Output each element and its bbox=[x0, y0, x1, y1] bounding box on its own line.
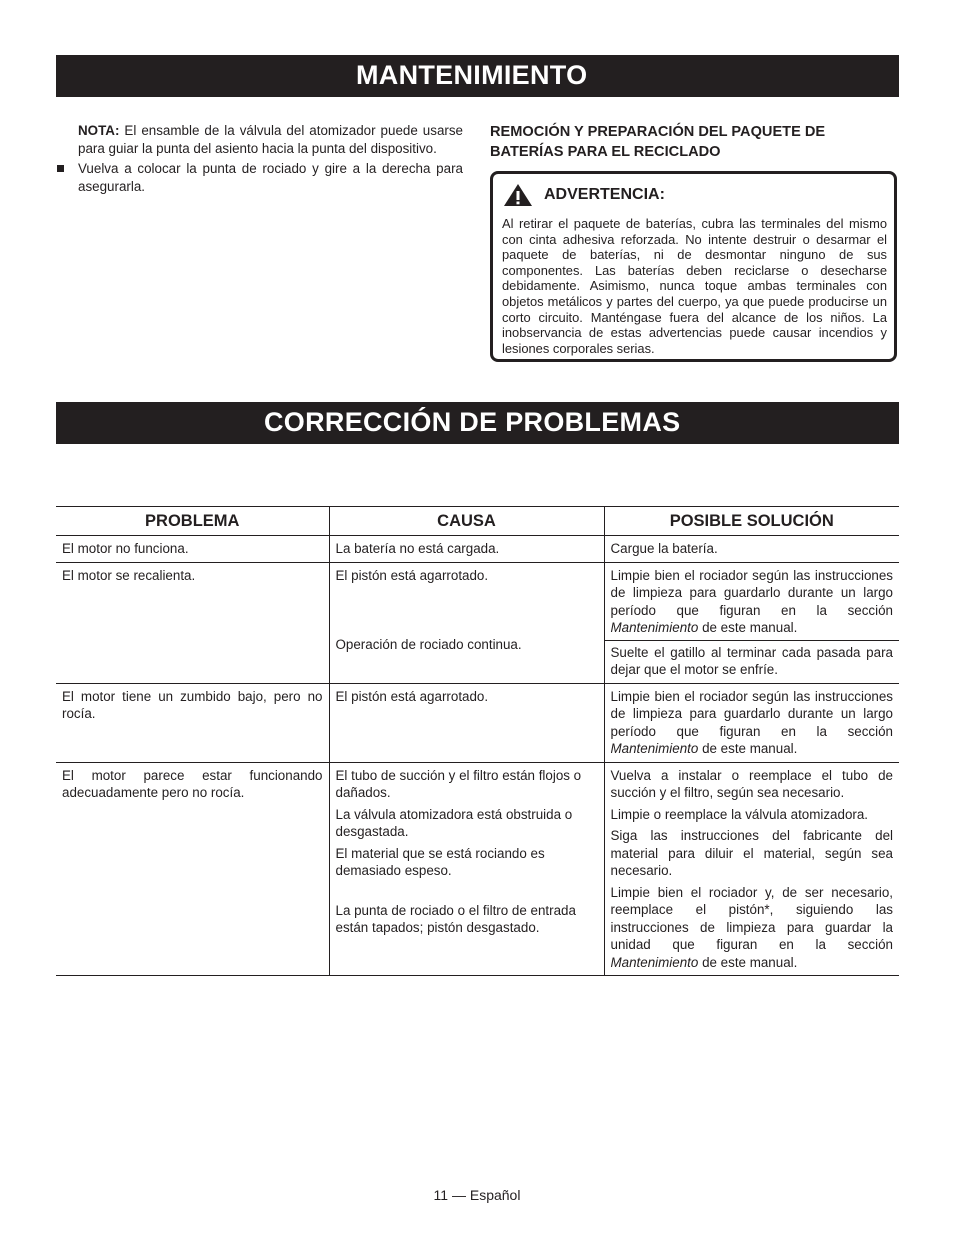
solution-text-part: Limpie bien el rociador según las instrucciones de limpieza para guardarlo durante un largo período que figuran en la sección bbox=[610, 688, 893, 739]
header-solution: POSIBLE SOLUCIÓN bbox=[604, 507, 899, 536]
maintenance-title: MANTENIMIENTO bbox=[356, 60, 588, 90]
solution-cell bbox=[604, 536, 899, 563]
solution-text: Limpie o reemplace la válvula atomizadora. bbox=[610, 806, 869, 822]
solution-reference-emphasis: Mantenimiento bbox=[610, 954, 699, 970]
bullet-text: Vuelva a colocar la punta de rociado y gire a la derecha para asegurarla. bbox=[78, 161, 463, 194]
solution-text bbox=[611, 567, 894, 637]
solution-cell bbox=[604, 762, 899, 976]
troubleshooting-table bbox=[56, 506, 899, 976]
solution-text: Suelte el gatillo al terminar cada pasada para dejar que el motor se enfríe. bbox=[605, 640, 900, 679]
solution-cell bbox=[604, 683, 899, 762]
table-row bbox=[56, 562, 899, 683]
table-header-row bbox=[56, 507, 899, 536]
cause-text: Operación de rociado continua. bbox=[335, 637, 522, 652]
table-row bbox=[56, 762, 899, 976]
cause-text: El pistón está agarrotado. bbox=[335, 688, 489, 704]
page-footer: 11 — Español bbox=[433, 1187, 521, 1203]
note-label: NOTA: bbox=[78, 123, 120, 138]
table-row bbox=[56, 536, 899, 563]
table-body bbox=[56, 536, 899, 976]
solution-text-part: Limpie bien el rociador y, de ser necesario, reemplace el pistón*, siguiendo las instrucciones de limpieza para guardar la unidad que figuran en la sección bbox=[610, 884, 893, 952]
bullet-item bbox=[56, 160, 463, 196]
cause-text: La punta de rociado o el filtro de entrada están tapados; pistón desgastado. bbox=[335, 902, 576, 935]
warning-label: ADVERTENCIA: bbox=[544, 186, 665, 203]
solution-text-part: de este manual. bbox=[698, 741, 798, 756]
battery-section-title: REMOCIÓN Y PREPARACIÓN DEL PAQUETE DE BATERÍAS PARA EL RECICLADO bbox=[490, 124, 826, 160]
maintenance-left-column bbox=[56, 122, 463, 196]
warning-box bbox=[490, 171, 897, 362]
problem-cell: El motor parece estar funcionando adecuadamente pero no rocía. bbox=[56, 762, 329, 976]
cause-text: El tubo de succión y el filtro están flojos o dañados. bbox=[335, 767, 582, 800]
cause-cell bbox=[329, 683, 604, 762]
problem-cell: El motor tiene un zumbido bajo, pero no rocía. bbox=[56, 683, 329, 762]
cause-text: El material que se está rociando es demasiado espeso. bbox=[335, 845, 545, 878]
solution-text bbox=[611, 884, 894, 972]
cause-cell bbox=[329, 536, 604, 563]
solution-text: Vuelva a instalar o reemplace el tubo de succión y el filtro, según sea necesario. bbox=[610, 767, 893, 800]
warning-text: Al retirar el paquete de baterías, cubra las terminales del mismo con cinta adhesiva reforzada. No intente destruir o desarmar el paquete de baterías, ni de desmontar ninguno de sus componentes. Las baterías deben reciclarse o desecharse debidamente. Asimismo, nunca toque ambas terminales con objetos metálicos y partes del cuerpo, ya que puede producirse un corto circuito. Manténgase fuera del alcance de los niños. La inobservancia de estas advertencias puede causar incendios y lesiones corporales serias. bbox=[502, 216, 887, 356]
note-paragraph bbox=[56, 122, 463, 158]
troubleshooting-title: CORRECCIÓN DE PROBLEMAS bbox=[264, 407, 681, 437]
square-bullet-icon bbox=[57, 165, 64, 172]
cause-cell bbox=[329, 562, 604, 683]
cause-text: La batería no está cargada. bbox=[335, 541, 500, 556]
maintenance-banner bbox=[56, 55, 899, 97]
header-problem: PROBLEMA bbox=[56, 507, 329, 536]
solution-cell bbox=[604, 562, 899, 683]
solution-text: Cargue la batería. bbox=[610, 541, 718, 556]
warning-triangle-icon bbox=[503, 183, 533, 207]
cause-cell bbox=[329, 762, 604, 976]
solution-text-part: de este manual. bbox=[698, 954, 798, 970]
solution-text bbox=[611, 688, 894, 758]
solution-text: Siga las instrucciones del fabricante del material para diluir el material, según sea necesario. bbox=[610, 828, 893, 878]
cause-text: El pistón está agarrotado. bbox=[335, 567, 489, 583]
solution-reference-emphasis: Mantenimiento bbox=[610, 741, 699, 756]
solution-text-part: de este manual. bbox=[698, 620, 798, 635]
troubleshooting-banner bbox=[56, 402, 899, 444]
note-text: El ensamble de la válvula del atomizador puede usarse para guiar la punta del asiento hacia la punta del dispositivo. bbox=[78, 123, 463, 156]
problem-cell: El motor no funciona. bbox=[56, 536, 329, 563]
problem-cell: El motor se recalienta. bbox=[56, 562, 329, 683]
header-cause: CAUSA bbox=[329, 507, 604, 536]
solution-text-part: Limpie bien el rociador según las instrucciones de limpieza para guardarlo durante un largo período que figuran en la sección bbox=[610, 567, 893, 618]
solution-reference-emphasis: Mantenimiento bbox=[610, 620, 699, 635]
table-row bbox=[56, 683, 899, 762]
cause-text: La válvula atomizadora está obstruida o desgastada. bbox=[335, 806, 573, 839]
